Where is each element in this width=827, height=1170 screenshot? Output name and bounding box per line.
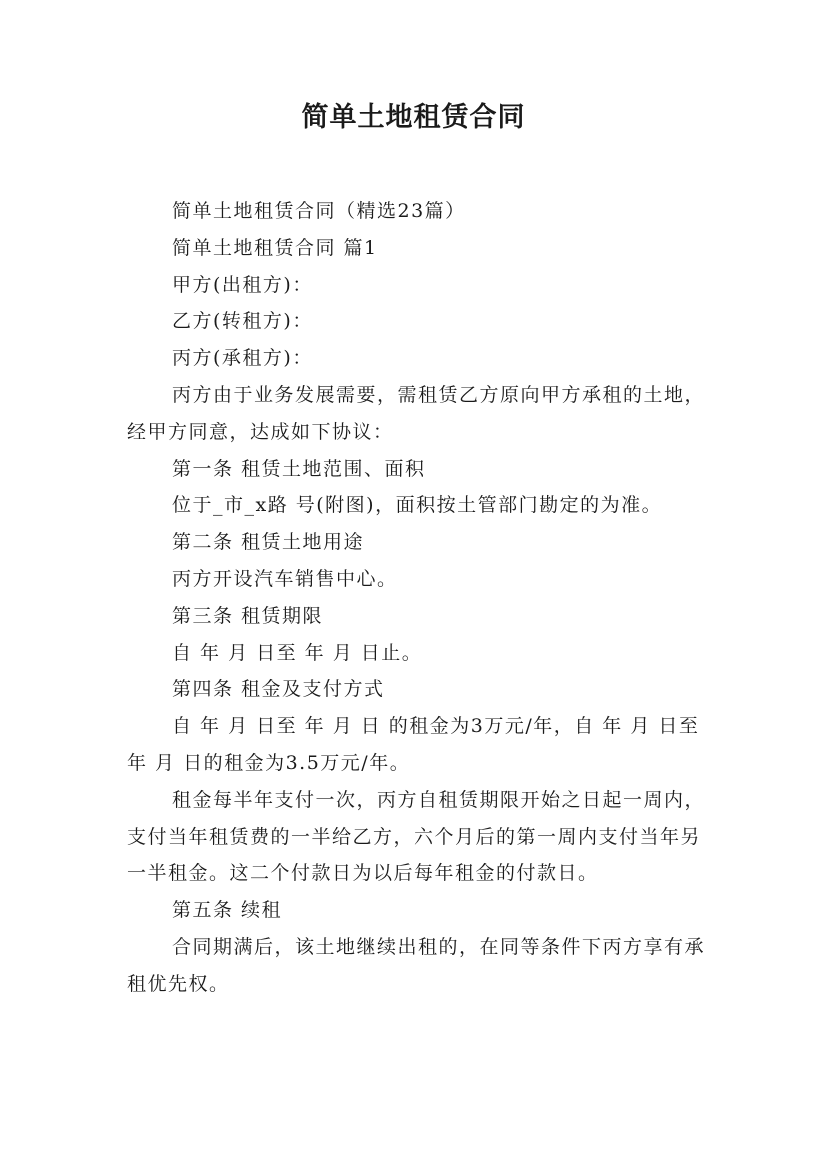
paragraph-party-c: 丙方(承租方)： — [172, 347, 313, 370]
paragraph-article-3-heading: 第三条 租赁期限 — [172, 604, 324, 627]
paragraph-article-5-body: 合同期满后，该土地继续出租的，在同等条件下丙方享有承租优先权。 — [127, 935, 706, 995]
paragraph-article-2-heading: 第二条 租赁土地用途 — [172, 531, 365, 554]
paragraph-article-5-heading: 第五条 续租 — [172, 899, 283, 922]
paragraph-article-1-heading: 第一条 租赁土地范围、面积 — [172, 457, 426, 480]
document-body — [127, 193, 717, 1003]
paragraph-article-1-body: 位于_市_x路 号(附图)，面积按土管部门勘定的为准。 — [172, 494, 663, 517]
paragraph-article-4-heading: 第四条 租金及支付方式 — [172, 678, 385, 701]
paragraph-subtitle: 简单土地租赁合同（精选23篇） — [172, 200, 466, 222]
paragraph-party-b: 乙方(转租方)： — [172, 310, 313, 333]
paragraph-section-heading: 简单土地租赁合同 篇1 — [172, 236, 378, 259]
paragraph-article-2-body: 丙方开设汽车销售中心。 — [172, 567, 398, 590]
paragraph-article-3-body: 自 年 月 日至 年 月 日止。 — [172, 641, 423, 664]
document-title: 简单土地租赁合同 — [301, 102, 526, 133]
paragraph-party-a: 甲方(出租方)： — [172, 273, 313, 296]
paragraph-preamble: 丙方由于业务发展需要，需租赁乙方原向甲方承租的土地，经甲方同意，达成如下协议： — [127, 383, 706, 443]
paragraph-article-4-body: 自 年 月 日至 年 月 日 的租金为3万元/年，自 年 月 日至 年 月 日的租金为3.5万元/年。 — [127, 715, 700, 774]
paragraph-article-4-payment: 租金每半年支付一次，丙方自租赁期限开始之日起一周内，支付当年租赁费的一半给乙方，六个月后的第一周内支付当年另一半租金。这二个付款日为以后每年租金的付款日。 — [127, 788, 706, 885]
